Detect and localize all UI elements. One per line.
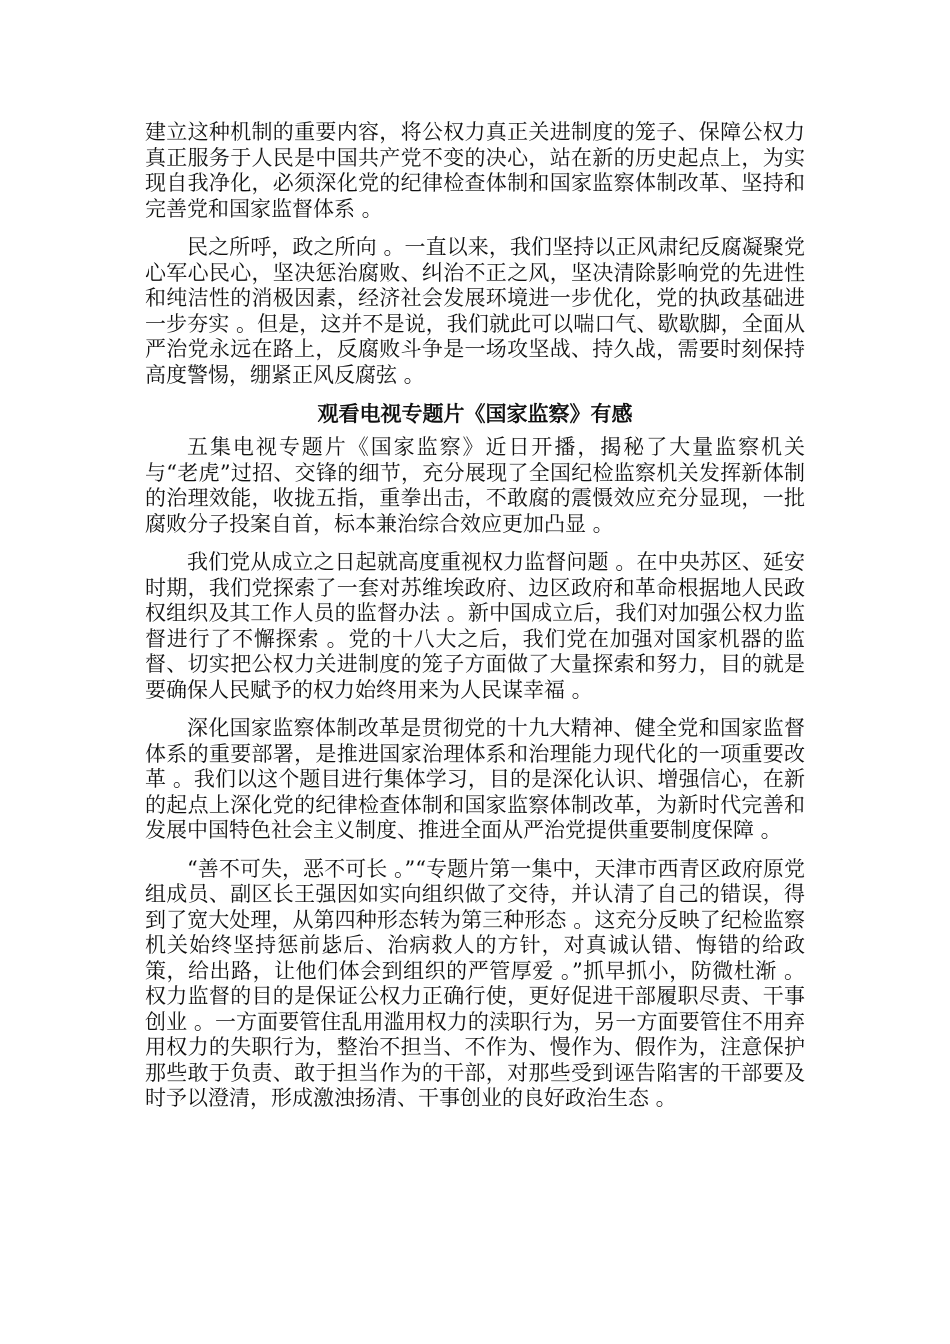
paragraph: 深化国家监察体制改革是贯彻党的十九大精神、健全党和国家监督体系的重要部署，是推进国家治理体系和治理能力现代化的一项重要改革 。我们以这个题目进行集体学习，目的是深化认识、增强信心，在新的起点上深化党的纪律检查体制和国家监察体制改革，为新时代完善和发展中国特色社会主义制度、推进全面从严治党提供重要制度保障 。 bbox=[145, 716, 805, 842]
paragraph: 民之所呼，政之所向 。一直以来，我们坚持以正风肃纪反腐凝聚党心军心民心，坚决惩治腐败、纠治不正之风，坚决清除影响党的先进性和纯洁性的消极因素，经济社会发展环境进一步优化，党的执政基础进一步夯实 。但是，这并不是说，我们就此可以喘口气、歇歇脚，全面从严治党永远在路上，反腐败斗争是一场攻坚战、持久战，需要时刻保持高度警惕，绷紧正风反腐弦 。 bbox=[145, 235, 805, 387]
paragraph: “善不可失，恶不可长 。”“专题片第一集中，天津市西青区政府原党组成员、副区长王强因如实向组织做了交待，并认清了自己的错误，得到了宽大处理，从第四种形态转为第三种形态 。这充分反映了纪检监察机关始终坚持惩前毖后、治病救人的方针，对真诚认错、悔错的给政策，给出路，让他们体会到组织的严管厚爱 。”抓早抓小，防微杜渐 。权力监督的目的是保证公权力正确行使，更好促进干部履职尽责、干事创业 。一方面要管住乱用滥用权力的渎职行为，另一方面要管住不用弃用权力的失职行为，整治不担当、不作为、慢作为、假作为，注意保护那些敢于负责、敢于担当作为的干部，对那些受到诬告陷害的干部要及时予以澄清，形成激浊扬清、干事创业的良好政治生态 。 bbox=[145, 856, 805, 1110]
document-page bbox=[145, 120, 805, 1125]
paragraph: 五集电视专题片《国家监察》近日开播，揭秘了大量监察机关与“老虎”过招、交锋的细节，充分展现了全国纪检监察机关发挥新体制的治理效能，收拢五指，重拳出击，不敢腐的震慑效应充分显现，一批腐败分子投案自首，标本兼治综合效应更加凸显 。 bbox=[145, 435, 805, 536]
paragraph: 建立这种机制的重要内容，将公权力真正关进制度的笼子、保障公权力真正服务于人民是中国共产党不变的决心，站在新的历史起点上，为实现自我净化，必须深化党的纪律检查体制和国家监察体制改革、坚持和完善党和国家监督体系 。 bbox=[145, 120, 805, 221]
paragraph: 我们党从成立之日起就高度重视权力监督问题 。在中央苏区、延安时期，我们党探索了一套对苏维埃政府、边区政府和革命根据地人民政权组织及其工作人员的监督办法 。新中国成立后，我们对加强公权力监督进行了不懈探索 。党的十八大之后，我们党在加强对国家机器的监督、切实把公权力关进制度的笼子方面做了大量探索和努力，目的就是要确保人民赋予的权力始终用来为人民谋幸福 。 bbox=[145, 550, 805, 702]
section-heading: 观看电视专题片《国家监察》有感 bbox=[317, 402, 633, 426]
